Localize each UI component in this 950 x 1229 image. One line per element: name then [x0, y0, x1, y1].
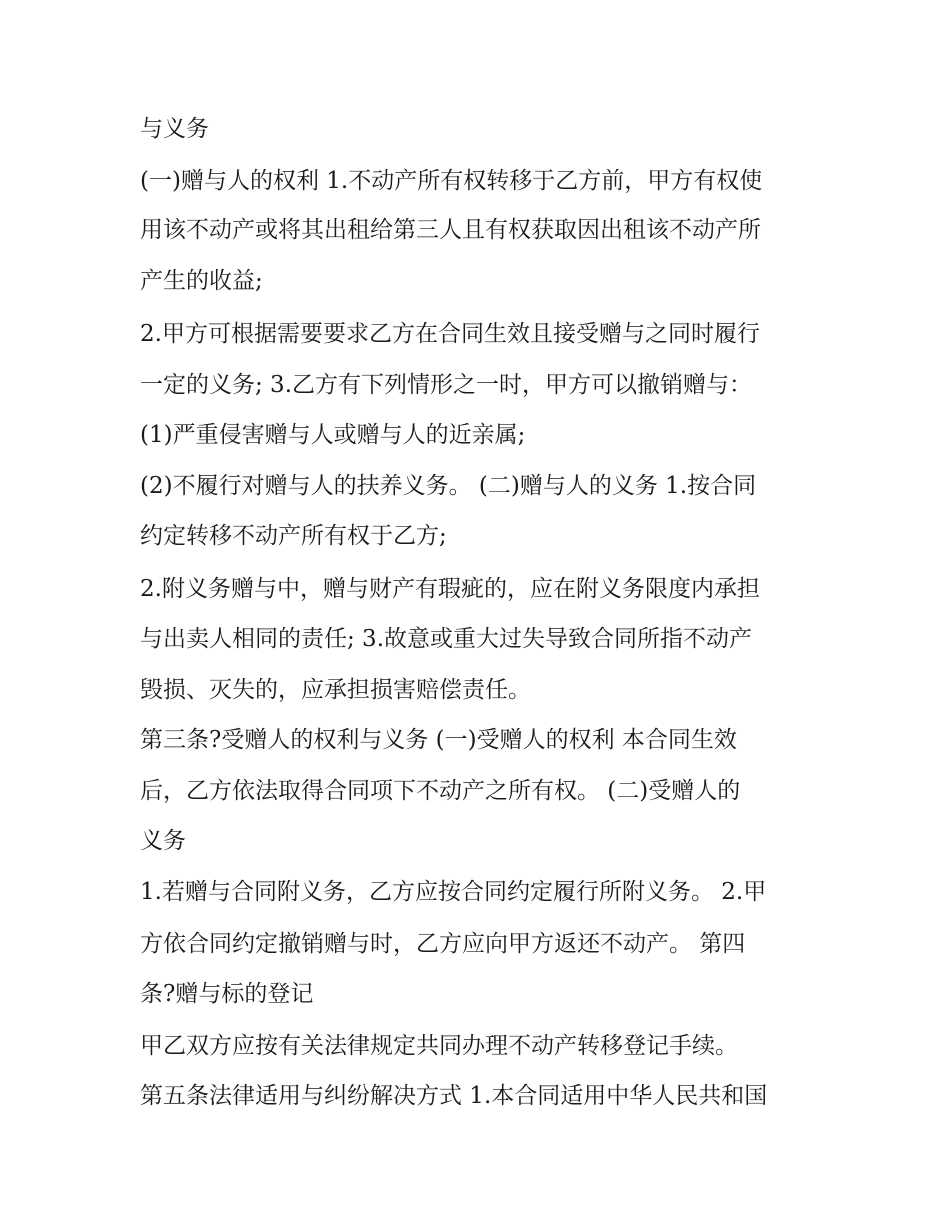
- text-line: 2.甲方可根据需要要求乙方在合同生效且接受赠与之同时履行: [140, 321, 760, 347]
- text-line: 用该不动产或将其出租给第三人且有权获取因出租该不动产所: [140, 217, 761, 243]
- text-line: 第五条法律适用与纠纷解决方式 1.本合同适用中华人民共和国: [140, 1083, 768, 1109]
- text-line: (2)不履行对赠与人的扶养义务。 (二)赠与人的义务 1.按合同: [140, 473, 757, 499]
- text-line: 方依合同约定撤销赠与时，乙方应向甲方返还不动产。 第四: [140, 931, 746, 957]
- text-line: (一)赠与人的权利 1.不动产所有权转移于乙方前，甲方有权使: [140, 168, 763, 194]
- text-line: 与出卖人相同的责任; 3.故意或重大过失导致合同所指不动产: [140, 626, 753, 652]
- text-line: 1.若赠与合同附义务，乙方应按合同约定履行所附义务。 2.甲: [140, 879, 767, 905]
- text-line: 一定的义务; 3.乙方有下列情形之一时，甲方可以撤销赠与：: [140, 372, 753, 398]
- text-line: 与义务: [140, 116, 209, 142]
- text-line: 第三条?受赠人的权利与义务 (一)受赠人的权利 本合同生效: [140, 727, 737, 753]
- text-line: 约定转移不动产所有权于乙方;: [140, 523, 447, 549]
- text-line: 毁损、灭失的，应承担损害赔偿责任。: [140, 677, 531, 703]
- text-line: 产生的收益;: [140, 268, 263, 294]
- text-line: 义务: [140, 828, 186, 854]
- text-line: 2.附义务赠与中，赠与财产有瑕疵的，应在附义务限度内承担: [140, 576, 760, 602]
- text-line: 后，乙方依法取得合同项下不动产之所有权。 (二)受赠人的: [140, 778, 741, 804]
- text-line: 甲乙双方应按有关法律规定共同办理不动产转移登记手续。: [140, 1033, 738, 1059]
- text-line: 条?赠与标的登记: [140, 981, 314, 1007]
- text-line: (1)严重侵害赠与人或赠与人的近亲属;: [140, 422, 526, 448]
